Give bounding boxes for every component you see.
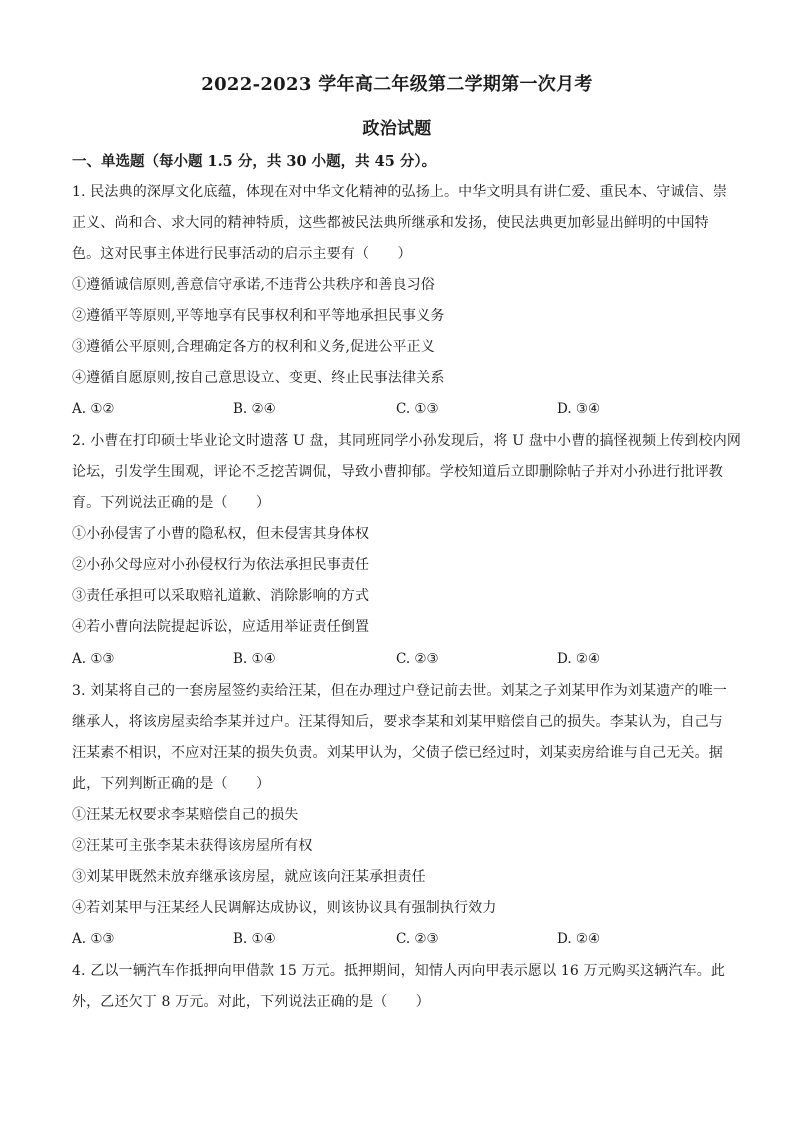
question-3-stem-line: 汪某素不相识，不应对汪某的损失负责。刘某甲认为，父债子偿已经过时，刘某卖房给谁与自己无关。据 <box>72 745 723 761</box>
question-3-option-b: B. ①④ <box>233 931 276 947</box>
question-3-statement: ③刘某甲既然未放弃继承该房屋，就应该向汪某承担责任 <box>72 869 426 885</box>
question-1-stem-line: 色。这对民事主体进行民事活动的启示主要有（ ） <box>72 246 412 262</box>
exam-subject: 政治试题 <box>362 119 432 139</box>
question-2-stem-line: 2. 小曹在打印硕士毕业论文时遗落 U 盘，其同班同学小孙发现后，将 U 盘中小曹的搞怪视频上传到校内网 <box>72 433 742 449</box>
question-1-stem-line: 1. 民法典的深厚文化底蕴，体现在对中华文化精神的弘扬上。中华文明具有讲仁爱、重民本、守诚信、崇 <box>72 184 728 200</box>
exam-title: 2022-2023 学年高二年级第二学期第一次月考 <box>201 74 593 95</box>
question-2-option-d: D. ②④ <box>557 651 601 667</box>
question-1-option-c: C. ①③ <box>396 401 439 417</box>
question-3-option-d: D. ②④ <box>557 931 601 947</box>
question-1-statement: ③遵循公平原则,合理确定各方的权利和义务,促进公平正义 <box>72 339 435 355</box>
question-2-stem-line: 育。下列说法正确的是（ ） <box>72 495 271 511</box>
question-1-stem-line: 正义、尚和合、求大同的精神特质，这些都被民法典所继承和发扬，使民法典更加彰显出鲜明的中国特 <box>72 215 709 231</box>
question-3-statement: ①汪某无权要求李某赔偿自己的损失 <box>72 807 299 823</box>
question-3-stem-line: 此，下列判断正确的是（ ） <box>72 776 271 792</box>
question-2-statement: ④若小曹向法院提起诉讼，应适用举证责任倒置 <box>72 619 370 635</box>
question-1-statement: ④遵循自愿原则,按自己意思设立、变更、终止民事法律关系 <box>72 370 445 386</box>
question-1-option-d: D. ③④ <box>557 401 601 417</box>
question-2-option-a: A. ①③ <box>72 651 115 667</box>
question-3-statement: ④若刘某甲与汪某经人民调解达成协议，则该协议具有强制执行效力 <box>72 900 497 916</box>
question-2-statement: ②小孙父母应对小孙侵权行为依法承担民事责任 <box>72 557 370 573</box>
question-1-option-a: A. ①② <box>72 401 115 417</box>
question-3-statement: ②汪某可主张李某未获得该房屋所有权 <box>72 838 313 854</box>
question-1-statement: ②遵循平等原则,平等地享有民事权利和平等地承担民事义务 <box>72 308 445 324</box>
question-4-stem-line: 4. 乙以一辆汽车作抵押向甲借款 15 万元。抵押期间，知情人丙向甲表示愿以 16 万元购买这辆汽车。此 <box>72 963 726 979</box>
question-1-statement: ①遵循诚信原则,善意信守承诺,不违背公共秩序和善良习俗 <box>72 277 435 293</box>
section-heading: 一、单选题（每小题 1.5 分，共 30 小题，共 45 分）。 <box>72 153 437 170</box>
question-4-stem-line: 外，乙还欠丁 8 万元。对此，下列说法正确的是（ ） <box>72 994 430 1010</box>
question-3-option-c: C. ②③ <box>396 931 439 947</box>
question-2-statement: ①小孙侵害了小曹的隐私权，但未侵害其身体权 <box>72 526 370 542</box>
question-2-statement: ③责任承担可以采取赔礼道歉、消除影响的方式 <box>72 588 370 604</box>
question-2-option-c: C. ②③ <box>396 651 439 667</box>
question-2-stem-line: 论坛，引发学生围观，评论不乏挖苦调侃，导致小曹抑郁。学校知道后立即删除帖子并对小孙进行批评教 <box>72 464 723 480</box>
question-2-option-b: B. ①④ <box>233 651 276 667</box>
question-3-stem-line: 继承人，将该房屋卖给李某并过户。汪某得知后，要求李某和刘某甲赔偿自己的损失。李某认为，自己与 <box>72 714 723 730</box>
question-1-option-b: B. ②④ <box>233 401 276 417</box>
question-3-stem-line: 3. 刘某将自己的一套房屋签约卖给汪某，但在办理过户登记前去世。刘某之子刘某甲作为刘某遗产的唯一 <box>72 683 728 699</box>
question-3-option-a: A. ①③ <box>72 931 115 947</box>
